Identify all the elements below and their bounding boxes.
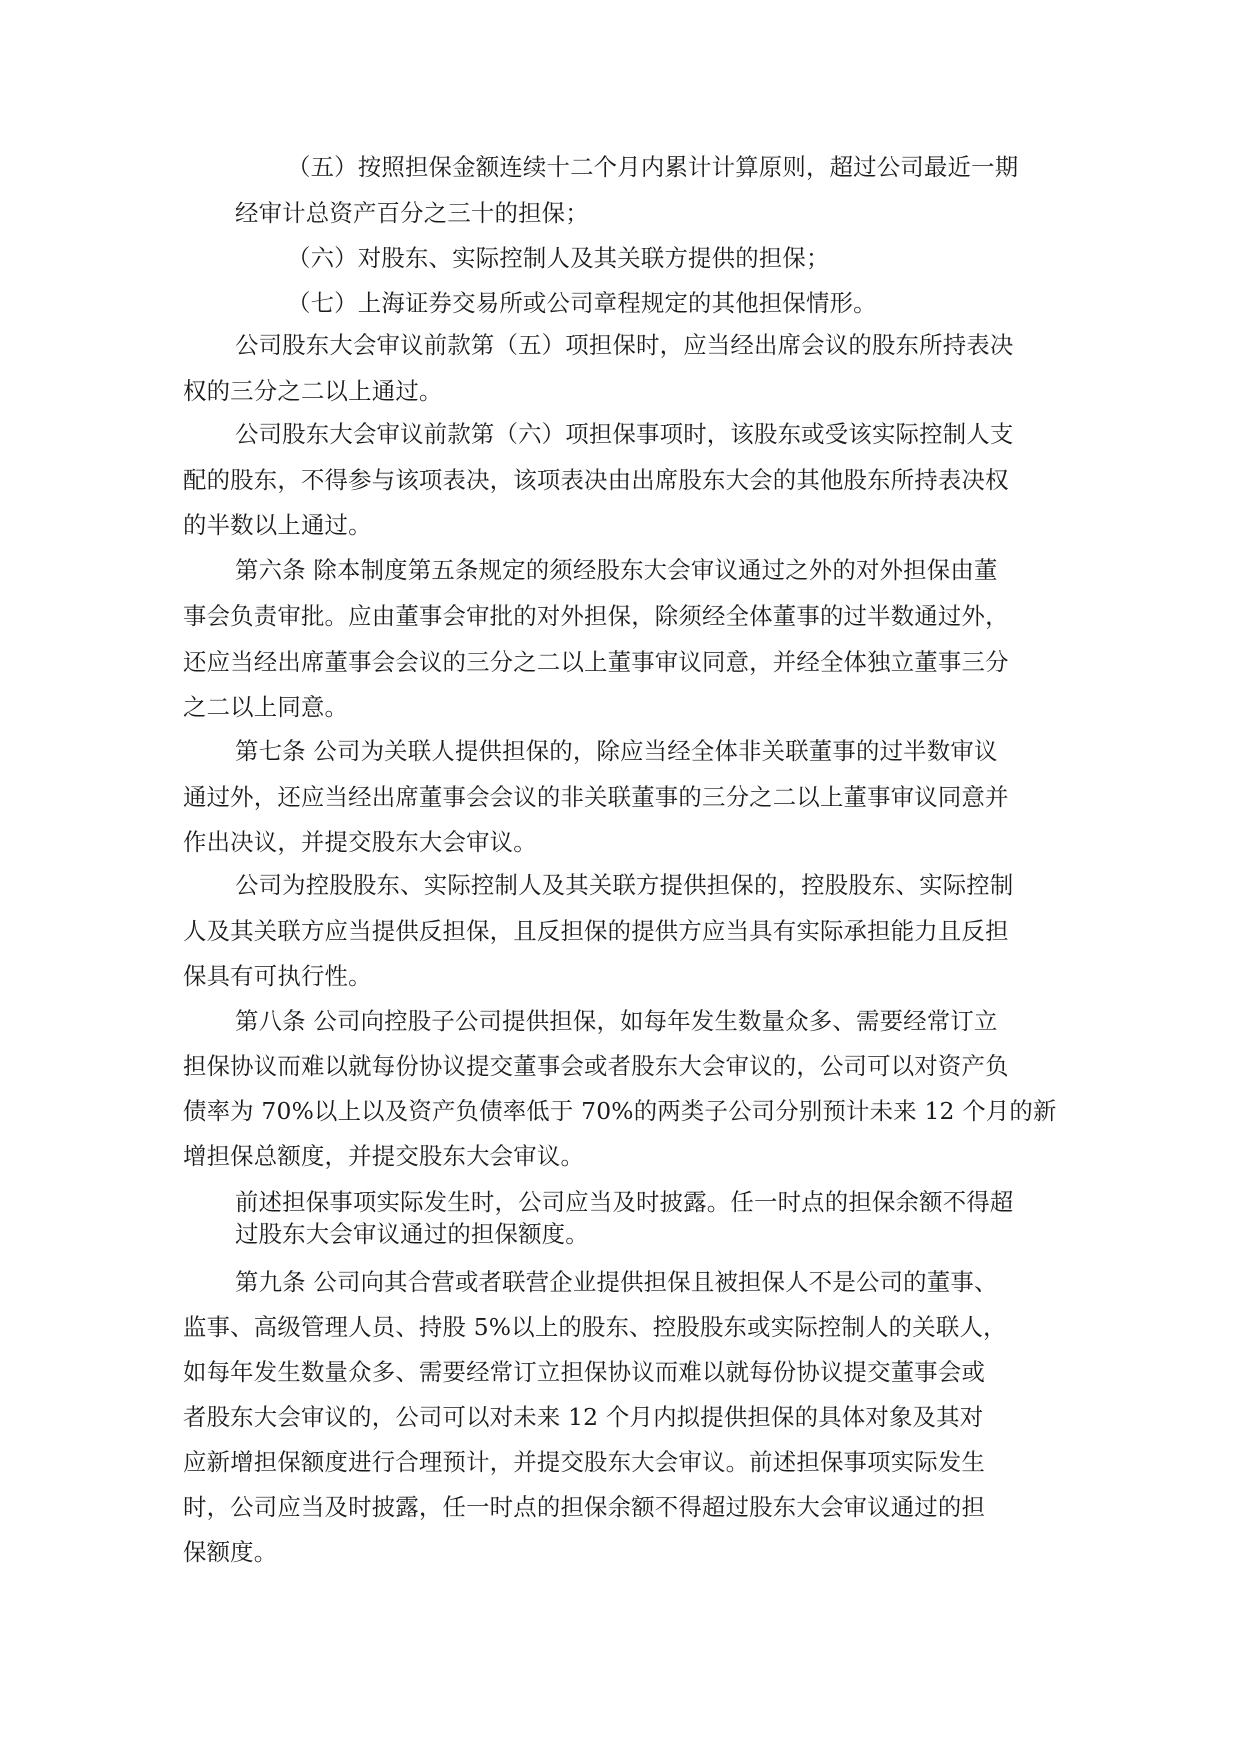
- text-line: 权的三分之二以上通过。: [183, 377, 443, 405]
- text-line: 者股东大会审议的，公司可以对未来 12 个月内拟提供担保的具体对象及其对: [183, 1403, 984, 1431]
- text-line: 保具有可执行性。: [183, 962, 372, 990]
- text-line: 的半数以上通过。: [183, 511, 372, 539]
- text-line: （五）按照担保金额连续十二个月内累计计算原则，超过公司最近一期: [287, 153, 1019, 181]
- text-line: 债率为 70%以上以及资产负债率低于 70%的两类子公司分别预计未来 12 个月的新: [183, 1097, 1057, 1125]
- text-line: 增担保总额度，并提交股东大会审议。: [183, 1142, 585, 1170]
- text-line: 应新增担保额度进行合理预计，并提交股东大会审议。前述担保事项实际发生: [183, 1448, 986, 1476]
- text-line: 第六条 除本制度第五条规定的须经股东大会审议通过之外的对外担保由董: [235, 556, 998, 584]
- text-line: 事会负责审批。应由董事会审批的对外担保，除须经全体董事的过半数通过外，: [183, 602, 1009, 630]
- text-line: 前述担保事项实际发生时，公司应当及时披露。任一时点的担保余额不得超: [235, 1188, 1014, 1216]
- text-line: 公司股东大会审议前款第（六）项担保事项时，该股东或受该实际控制人支: [235, 420, 1014, 448]
- text-line: 保额度。: [183, 1538, 278, 1566]
- text-line: 监事、高级管理人员、持股 5%以上的股东、控股股东或实际控制人的关联人，: [183, 1313, 1007, 1341]
- text-line: 公司为控股股东、实际控制人及其关联方提供担保的，控股股东、实际控制: [235, 871, 1014, 899]
- text-line: 之二以上同意。: [183, 693, 349, 721]
- text-line: 作出决议，并提交股东大会审议。: [183, 828, 537, 856]
- text-line: 如每年发生数量众多、需要经常订立担保协议而难以就每份协议提交董事会或: [183, 1358, 986, 1386]
- text-line: 还应当经出席董事会会议的三分之二以上董事审议同意，并经全体独立董事三分: [183, 648, 1009, 676]
- text-line: 时，公司应当及时披露，任一时点的担保余额不得超过股东大会审议通过的担: [183, 1493, 986, 1521]
- text-line: （六）对股东、实际控制人及其关联方提供的担保；: [287, 244, 830, 272]
- text-line: 经审计总资产百分之三十的担保；: [235, 199, 589, 227]
- text-line: 配的股东，不得参与该项表决，该项表决由出席股东大会的其他股东所持表决权: [183, 466, 1009, 494]
- text-line: 担保协议而难以就每份协议提交董事会或者股东大会审议的，公司可以对资产负: [183, 1052, 1009, 1080]
- text-line: 第八条 公司向控股子公司提供担保，如每年发生数量众多、需要经常订立: [235, 1007, 998, 1035]
- text-line: （七）上海证券交易所或公司章程规定的其他担保情形。: [287, 289, 877, 317]
- text-line: 通过外，还应当经出席董事会会议的非关联董事的三分之二以上董事审议同意并: [183, 783, 1009, 811]
- text-line: 过股东大会审议通过的担保额度。: [235, 1220, 589, 1248]
- text-line: 人及其关联方应当提供反担保，且反担保的提供方应当具有实际承担能力且反担: [183, 917, 1009, 945]
- text-line: 公司股东大会审议前款第（五）项担保时，应当经出席会议的股东所持表决: [235, 331, 1014, 359]
- text-line: 第九条 公司向其合营或者联营企业提供担保且被担保人不是公司的董事、: [235, 1268, 998, 1296]
- text-line: 第七条 公司为关联人提供担保的，除应当经全体非关联董事的过半数审议: [235, 737, 998, 765]
